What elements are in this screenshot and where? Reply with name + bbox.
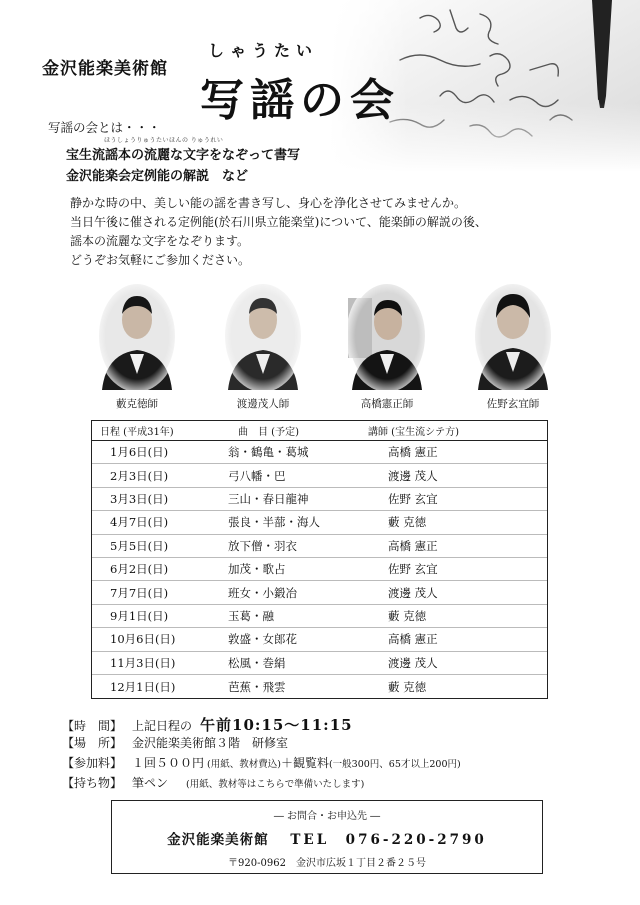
intro-text	[70, 194, 487, 270]
teacher-name: 佐野玄宜師	[486, 398, 540, 410]
cell-piece: 班女・小鍛冶	[228, 585, 297, 600]
table-header	[92, 421, 547, 441]
teacher-name: 藪克徳師	[116, 398, 158, 410]
teacher-portraits	[96, 278, 556, 413]
cell-teacher: 渡邊 茂人	[388, 468, 438, 483]
cell-piece: 翁・鶴亀・葛城	[228, 445, 309, 460]
cell-date: 11月3日(日)	[110, 655, 176, 670]
teacher-portrait	[472, 278, 554, 411]
table-row	[92, 488, 547, 511]
fee-label: 【参加料】	[62, 756, 123, 770]
page-title: 写謡の会	[200, 75, 400, 126]
cell-date: 5月5日(日)	[110, 538, 169, 553]
schedule-table	[91, 420, 548, 699]
bring-label: 【持ち物】	[62, 776, 123, 790]
cell-teacher: 藪 克徳	[388, 515, 427, 530]
bring-note: (用紙、教材等はこちらで準備いたします)	[186, 779, 365, 790]
cell-date: 4月7日(日)	[110, 515, 169, 530]
contact-label: ― お問合・お申込先 ―	[273, 811, 381, 822]
fee-note: (用紙、教材費込)	[207, 759, 281, 770]
cell-piece: 張良・半蔀・海人	[228, 515, 320, 530]
contact-main	[112, 828, 542, 848]
cell-date: 6月2日(日)	[110, 562, 169, 577]
table-row	[92, 675, 547, 698]
about-line-2: 金沢能楽会定例能の解説 など	[66, 169, 249, 184]
portrait-photo	[222, 278, 304, 390]
event-details	[62, 714, 461, 794]
detail-bring	[62, 774, 461, 794]
teacher-portrait	[96, 278, 178, 411]
teacher-name: 渡邊茂人師	[236, 398, 290, 410]
title-ruby: しゃうたい	[208, 41, 319, 60]
time-prefix: 上記日程の	[132, 719, 193, 733]
detail-place	[62, 734, 461, 754]
intro-line: 謡本の流麗な文字をなぞります。	[70, 234, 250, 248]
about-heading: 写謡の会とは・・・	[48, 120, 161, 135]
cell-piece: 弓八幡・巴	[228, 468, 286, 483]
cell-teacher: 高橋 憲正	[388, 632, 438, 647]
table-row	[92, 558, 547, 581]
teacher-name: 高橋憲正師	[360, 398, 414, 410]
header-piece: 曲 目 (予定)	[238, 427, 299, 438]
contact-tel: TEL 076-220-2790	[290, 832, 487, 848]
place-label: 【場 所】	[62, 736, 123, 750]
intro-line: どうぞお気軽にご参加ください。	[70, 253, 251, 267]
cell-date: 10月6日(日)	[110, 632, 176, 647]
cell-teacher: 佐野 玄宜	[388, 491, 438, 506]
cell-date: 2月3日(日)	[110, 468, 169, 483]
cell-date: 3月3日(日)	[110, 491, 169, 506]
table-row	[92, 581, 547, 604]
table-row	[92, 535, 547, 558]
bring-value: 筆ペン	[132, 776, 169, 790]
table-row	[92, 464, 547, 487]
header-teacher: 講師 (宝生流シテ方)	[368, 427, 459, 438]
cell-teacher: 藪 克徳	[388, 608, 427, 623]
portrait-photo	[346, 278, 428, 390]
cell-teacher: 高橋 憲正	[388, 538, 438, 553]
time-label: 【時 間】	[62, 719, 123, 733]
fee-note: (一般300円、65才以上200円)	[328, 759, 461, 770]
teacher-portrait	[346, 278, 428, 411]
intro-line: 当日午後に催される定例能(於石川県立能楽堂)について、能楽師の解説の後、	[70, 215, 487, 229]
table-row	[92, 511, 547, 534]
contact-address: 〒920-0962 金沢市広坂１丁目２番２５号	[228, 858, 426, 869]
cell-piece: 玉葛・融	[228, 608, 274, 623]
time-value: 午前10:15〜11:15	[200, 716, 353, 734]
cell-teacher: 藪 克徳	[388, 679, 427, 694]
contact-box	[111, 800, 543, 874]
cell-teacher: 高橋 憲正	[388, 445, 438, 460]
portrait-photo	[96, 278, 178, 390]
cell-piece: 敦盛・女郎花	[228, 632, 297, 647]
header-date: 日程 (平成31年)	[100, 427, 174, 438]
cell-date: 7月7日(日)	[110, 585, 169, 600]
cell-piece: 松風・巻絹	[228, 655, 286, 670]
about-line-1: 宝生流謡本の流麗な文字をなぞって書写	[66, 148, 301, 163]
fee-plus: ＋観覧料	[280, 756, 329, 770]
museum-name: 金沢能楽美術館	[42, 59, 168, 79]
portrait-photo	[472, 278, 554, 390]
cell-date: 1月6日(日)	[110, 445, 169, 460]
cell-date: 12月1日(日)	[110, 679, 176, 694]
intro-line: 静かな時の中、美しい能の謡を書き写し、身心を浄化させてみませんか。	[70, 196, 467, 210]
table-row	[92, 441, 547, 464]
cell-teacher: 佐野 玄宜	[388, 562, 438, 577]
cell-piece: 放下僧・羽衣	[228, 538, 297, 553]
detail-fee	[62, 754, 461, 774]
detail-time	[62, 714, 461, 734]
teacher-portrait	[222, 278, 304, 411]
fee-value: １回５００円	[132, 756, 205, 770]
cell-teacher: 渡邊 茂人	[388, 655, 438, 670]
cell-piece: 加茂・歌占	[228, 562, 286, 577]
about-ruby: ほうしょうりゅうたいほんの りゅうれい	[104, 137, 224, 144]
cell-date: 9月1日(日)	[110, 608, 169, 623]
cell-teacher: 渡邊 茂人	[388, 585, 438, 600]
contact-name: 金沢能楽美術館	[167, 832, 269, 848]
table-row	[92, 652, 547, 675]
table-row	[92, 605, 547, 628]
cell-piece: 芭蕉・飛雲	[228, 679, 286, 694]
table-row	[92, 628, 547, 651]
cell-piece: 三山・春日龍神	[228, 491, 309, 506]
place-value: 金沢能楽美術館３階 研修室	[132, 736, 289, 750]
